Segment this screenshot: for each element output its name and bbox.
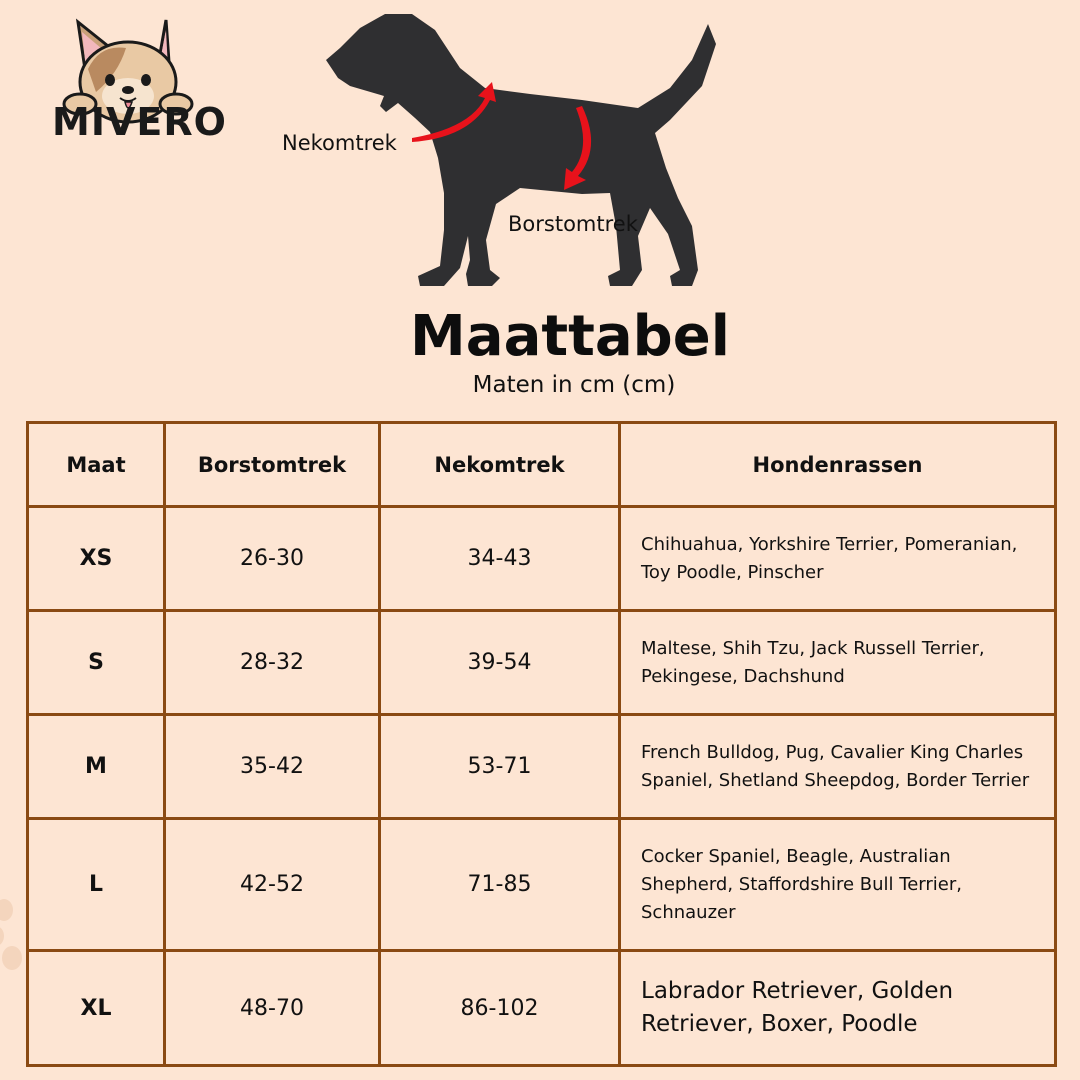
table-row <box>28 715 1056 819</box>
neck-label: Nekomtrek <box>282 131 397 155</box>
size-table <box>26 421 1057 1067</box>
size-cell: L <box>28 819 165 951</box>
neck-cell: 39-54 <box>380 611 620 715</box>
table-row <box>28 819 1056 951</box>
breeds-cell: Cocker Spaniel, Beagle, Australian Shepherd, Staffordshire Bull Terrier, Schnauzer <box>620 819 1056 951</box>
chest-cell: 26-30 <box>165 507 380 611</box>
chest-cell: 28-32 <box>165 611 380 715</box>
size-cell: S <box>28 611 165 715</box>
table-row <box>28 951 1056 1066</box>
table-header-row <box>28 423 1056 507</box>
size-cell: M <box>28 715 165 819</box>
breeds-cell: French Bulldog, Pug, Cavalier King Charles Spaniel, Shetland Sheepdog, Border Terrier <box>620 715 1056 819</box>
header-breeds: Hondenrassen <box>620 423 1056 507</box>
header-size: Maat <box>28 423 165 507</box>
page-subtitle: Maten in cm (cm) <box>472 372 676 398</box>
breeds-cell: Chihuahua, Yorkshire Terrier, Pomeranian, Toy Poodle, Pinscher <box>620 507 1056 611</box>
neck-cell: 86-102 <box>380 951 620 1066</box>
chest-label: Borstomtrek <box>508 212 638 236</box>
chest-cell: 42-52 <box>165 819 380 951</box>
neck-cell: 71-85 <box>380 819 620 951</box>
size-cell: XL <box>28 951 165 1066</box>
breeds-cell: Labrador Retriever, Golden Retriever, Boxer, Poodle <box>620 951 1056 1066</box>
table-row <box>28 611 1056 715</box>
table-row <box>28 507 1056 611</box>
header-neck: Nekomtrek <box>380 423 620 507</box>
neck-cell: 34-43 <box>380 507 620 611</box>
chest-cell: 48-70 <box>165 951 380 1066</box>
page-title: Maattabel <box>410 304 730 369</box>
breeds-cell: Maltese, Shih Tzu, Jack Russell Terrier, Pekingese, Dachshund <box>620 611 1056 715</box>
brand-name: MIVERO <box>52 100 227 144</box>
neck-cell: 53-71 <box>380 715 620 819</box>
size-cell: XS <box>28 507 165 611</box>
header-chest: Borstomtrek <box>165 423 380 507</box>
chest-cell: 35-42 <box>165 715 380 819</box>
